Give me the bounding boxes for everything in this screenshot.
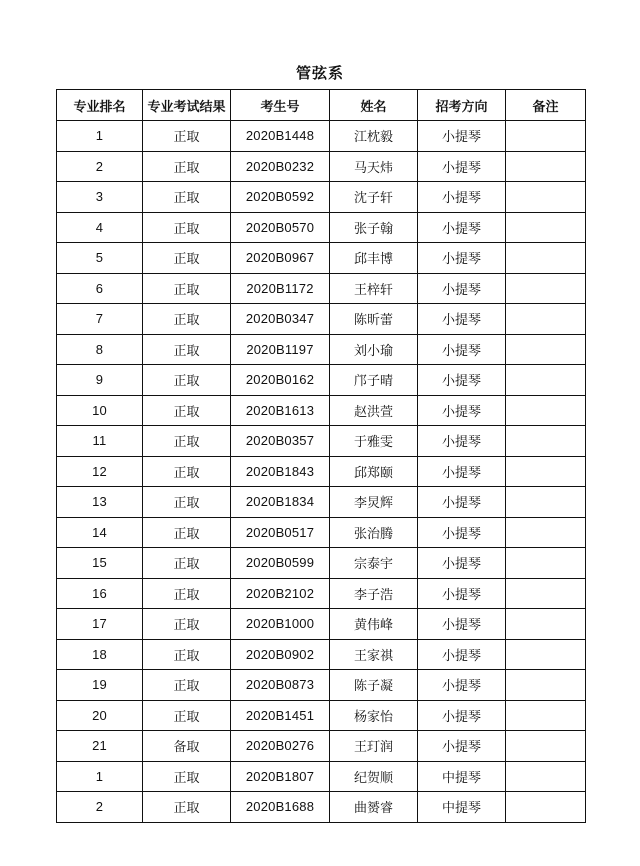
remarks-cell [506, 426, 586, 457]
table-row [57, 395, 586, 426]
exam-result-cell: 正取 [143, 212, 231, 243]
remarks-cell [506, 792, 586, 823]
direction-cell: 小提琴 [418, 639, 506, 670]
remarks-cell [506, 121, 586, 152]
remarks-cell [506, 151, 586, 182]
exam-result-cell: 正取 [143, 273, 231, 304]
name-cell: 纪贺顺 [330, 761, 418, 792]
direction-cell: 小提琴 [418, 487, 506, 518]
direction-cell: 小提琴 [418, 426, 506, 457]
table-header-row [57, 90, 586, 121]
rank-cell: 21 [57, 731, 143, 762]
remarks-cell [506, 670, 586, 701]
rank-cell: 17 [57, 609, 143, 640]
direction-cell: 小提琴 [418, 151, 506, 182]
exam-result-cell: 正取 [143, 182, 231, 213]
table-row [57, 212, 586, 243]
header-exam-result: 专业考试结果 [143, 90, 231, 121]
rank-cell: 9 [57, 365, 143, 396]
table-row [57, 334, 586, 365]
candidate-number-cell: 2020B1197 [231, 334, 330, 365]
candidate-number-cell: 2020B0347 [231, 304, 330, 335]
exam-result-cell: 正取 [143, 609, 231, 640]
candidate-number-cell: 2020B1688 [231, 792, 330, 823]
direction-cell: 小提琴 [418, 731, 506, 762]
exam-result-cell: 正取 [143, 700, 231, 731]
table-row [57, 731, 586, 762]
name-cell: 曲赟睿 [330, 792, 418, 823]
candidate-number-cell: 2020B0592 [231, 182, 330, 213]
remarks-cell [506, 609, 586, 640]
table-row [57, 487, 586, 518]
name-cell: 于雅雯 [330, 426, 418, 457]
rank-cell: 5 [57, 243, 143, 274]
table-row [57, 639, 586, 670]
exam-result-cell: 正取 [143, 670, 231, 701]
name-cell: 黄伟峰 [330, 609, 418, 640]
exam-result-cell: 正取 [143, 121, 231, 152]
remarks-cell [506, 487, 586, 518]
name-cell: 李子浩 [330, 578, 418, 609]
direction-cell: 小提琴 [418, 334, 506, 365]
table-row [57, 121, 586, 152]
candidate-number-cell: 2020B1843 [231, 456, 330, 487]
exam-result-cell: 正取 [143, 365, 231, 396]
exam-result-cell: 正取 [143, 761, 231, 792]
table-row [57, 151, 586, 182]
name-cell: 江枕毅 [330, 121, 418, 152]
direction-cell: 小提琴 [418, 304, 506, 335]
rank-cell: 2 [57, 151, 143, 182]
rank-cell: 6 [57, 273, 143, 304]
remarks-cell [506, 639, 586, 670]
header-remarks: 备注 [506, 90, 586, 121]
rank-cell: 3 [57, 182, 143, 213]
rank-cell: 11 [57, 426, 143, 457]
direction-cell: 小提琴 [418, 395, 506, 426]
direction-cell: 小提琴 [418, 700, 506, 731]
direction-cell: 小提琴 [418, 456, 506, 487]
exam-result-cell: 正取 [143, 578, 231, 609]
exam-result-cell: 正取 [143, 426, 231, 457]
remarks-cell [506, 761, 586, 792]
table-row [57, 456, 586, 487]
candidate-number-cell: 2020B1613 [231, 395, 330, 426]
header-rank: 专业排名 [57, 90, 143, 121]
exam-result-cell: 正取 [143, 639, 231, 670]
direction-cell: 小提琴 [418, 121, 506, 152]
header-name: 姓名 [330, 90, 418, 121]
direction-cell: 小提琴 [418, 548, 506, 579]
rank-cell: 16 [57, 578, 143, 609]
rank-cell: 1 [57, 121, 143, 152]
exam-result-cell: 备取 [143, 731, 231, 762]
table-row [57, 304, 586, 335]
exam-result-cell: 正取 [143, 792, 231, 823]
name-cell: 邱郑颐 [330, 456, 418, 487]
direction-cell: 小提琴 [418, 243, 506, 274]
candidate-number-cell: 2020B0517 [231, 517, 330, 548]
candidate-number-cell: 2020B1172 [231, 273, 330, 304]
table-row [57, 609, 586, 640]
header-candidate-number: 考生号 [231, 90, 330, 121]
name-cell: 刘小瑜 [330, 334, 418, 365]
candidate-number-cell: 2020B0162 [231, 365, 330, 396]
table-row [57, 243, 586, 274]
table-row [57, 517, 586, 548]
name-cell: 王玎润 [330, 731, 418, 762]
remarks-cell [506, 334, 586, 365]
name-cell: 陈子凝 [330, 670, 418, 701]
name-cell: 张治腾 [330, 517, 418, 548]
exam-result-cell: 正取 [143, 151, 231, 182]
rank-cell: 13 [57, 487, 143, 518]
remarks-cell [506, 273, 586, 304]
table-row [57, 182, 586, 213]
exam-result-cell: 正取 [143, 487, 231, 518]
rank-cell: 15 [57, 548, 143, 579]
candidate-number-cell: 2020B0232 [231, 151, 330, 182]
remarks-cell [506, 182, 586, 213]
table-row [57, 426, 586, 457]
remarks-cell [506, 456, 586, 487]
candidate-number-cell: 2020B0357 [231, 426, 330, 457]
candidate-number-cell: 2020B1000 [231, 609, 330, 640]
table-row [57, 578, 586, 609]
direction-cell: 小提琴 [418, 609, 506, 640]
direction-cell: 小提琴 [418, 182, 506, 213]
rank-cell: 10 [57, 395, 143, 426]
document-title: 管弦系 [295, 64, 344, 82]
rank-cell: 7 [57, 304, 143, 335]
direction-cell: 小提琴 [418, 578, 506, 609]
exam-result-cell: 正取 [143, 334, 231, 365]
direction-cell: 小提琴 [418, 273, 506, 304]
remarks-cell [506, 731, 586, 762]
rank-cell: 2 [57, 792, 143, 823]
remarks-cell [506, 548, 586, 579]
candidate-number-cell: 2020B0599 [231, 548, 330, 579]
exam-result-cell: 正取 [143, 243, 231, 274]
name-cell: 宗泰宇 [330, 548, 418, 579]
name-cell: 沈子轩 [330, 182, 418, 213]
name-cell: 邱丰博 [330, 243, 418, 274]
candidate-number-cell: 2020B0276 [231, 731, 330, 762]
rank-cell: 8 [57, 334, 143, 365]
remarks-cell [506, 517, 586, 548]
name-cell: 陈昕蕾 [330, 304, 418, 335]
name-cell: 王梓轩 [330, 273, 418, 304]
name-cell: 李炅辉 [330, 487, 418, 518]
direction-cell: 中提琴 [418, 792, 506, 823]
table-row [57, 273, 586, 304]
remarks-cell [506, 578, 586, 609]
name-cell: 邝子晴 [330, 365, 418, 396]
candidate-number-cell: 2020B1834 [231, 487, 330, 518]
exam-result-cell: 正取 [143, 395, 231, 426]
exam-result-cell: 正取 [143, 456, 231, 487]
direction-cell: 小提琴 [418, 365, 506, 396]
table-row [57, 365, 586, 396]
exam-result-cell: 正取 [143, 304, 231, 335]
rank-cell: 12 [57, 456, 143, 487]
direction-cell: 小提琴 [418, 670, 506, 701]
remarks-cell [506, 304, 586, 335]
remarks-cell [506, 212, 586, 243]
exam-result-cell: 正取 [143, 548, 231, 579]
name-cell: 赵洪萱 [330, 395, 418, 426]
direction-cell: 中提琴 [418, 761, 506, 792]
name-cell: 张子翰 [330, 212, 418, 243]
table-row [57, 548, 586, 579]
candidate-number-cell: 2020B1451 [231, 700, 330, 731]
name-cell: 杨家怡 [330, 700, 418, 731]
table-row [57, 792, 586, 823]
candidate-number-cell: 2020B0570 [231, 212, 330, 243]
table-row [57, 761, 586, 792]
remarks-cell [506, 243, 586, 274]
exam-result-cell: 正取 [143, 517, 231, 548]
candidate-number-cell: 2020B0873 [231, 670, 330, 701]
table-row [57, 670, 586, 701]
remarks-cell [506, 700, 586, 731]
remarks-cell [506, 395, 586, 426]
candidate-number-cell: 2020B2102 [231, 578, 330, 609]
remarks-cell [506, 365, 586, 396]
rank-cell: 20 [57, 700, 143, 731]
direction-cell: 小提琴 [418, 212, 506, 243]
table-row [57, 700, 586, 731]
name-cell: 王家祺 [330, 639, 418, 670]
header-direction: 招考方向 [418, 90, 506, 121]
admission-results-table [56, 89, 586, 823]
candidate-number-cell: 2020B0967 [231, 243, 330, 274]
rank-cell: 1 [57, 761, 143, 792]
direction-cell: 小提琴 [418, 517, 506, 548]
candidate-number-cell: 2020B0902 [231, 639, 330, 670]
rank-cell: 14 [57, 517, 143, 548]
candidate-number-cell: 2020B1807 [231, 761, 330, 792]
table-body [57, 121, 586, 823]
rank-cell: 4 [57, 212, 143, 243]
rank-cell: 19 [57, 670, 143, 701]
name-cell: 马天炜 [330, 151, 418, 182]
rank-cell: 18 [57, 639, 143, 670]
candidate-number-cell: 2020B1448 [231, 121, 330, 152]
